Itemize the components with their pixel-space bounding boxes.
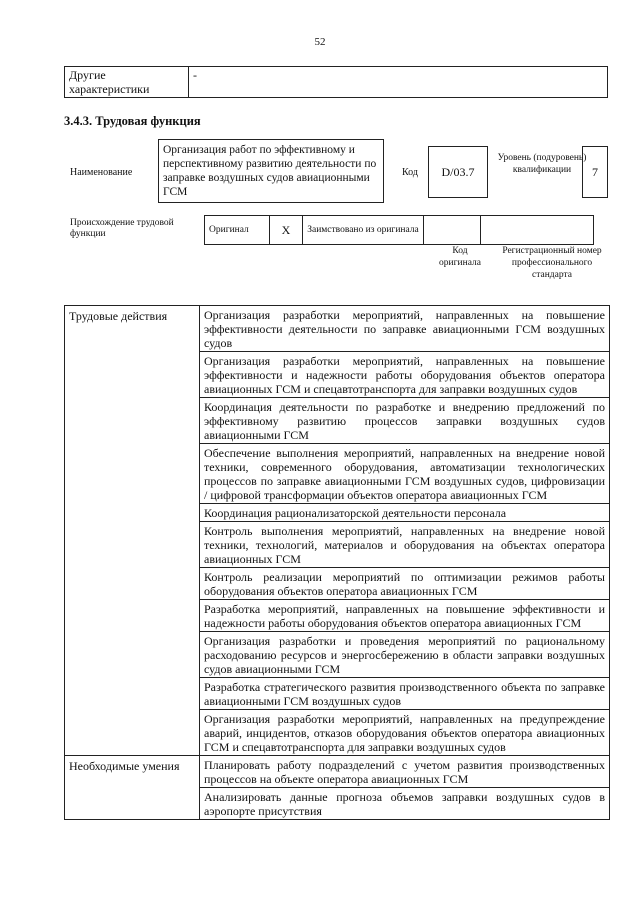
- labor-function-table: [64, 305, 610, 820]
- labor-action-item: Контроль выполнения мероприятий, направленных на внедрение новой техники, технологий, материалов и оборудования на объектах оператора авиационных ГСМ: [200, 522, 610, 568]
- code-value-box: D/03.7: [428, 146, 488, 198]
- skills-label: Необходимые умения: [65, 756, 200, 820]
- original-mark-cell: X: [270, 216, 303, 245]
- level-label: Уровень (подуровень) квалификации: [497, 153, 587, 175]
- labor-action-item: Организация разработки мероприятий, направленных на повышение эффективности деятельности по заправке авиационными ГСМ воздушных судов: [200, 306, 610, 352]
- other-characteristics-label: Другие характеристики: [65, 67, 189, 98]
- labor-actions-label: Трудовые действия: [65, 306, 200, 756]
- origin-reg-cell: [481, 216, 594, 245]
- name-label: Наименование: [70, 167, 133, 178]
- labor-action-item: Разработка мероприятий, направленных на повышение эффективности и надежности работы оборудования объектов оператора авиационных ГСМ: [200, 600, 610, 632]
- labor-action-item: Разработка стратегического развития производственного объекта по заправке авиационными ГСМ воздушных судов: [200, 678, 610, 710]
- origin-code-cell: [424, 216, 481, 245]
- borrowed-label-cell: Заимствовано из оригинала: [303, 216, 424, 245]
- page-number: 52: [314, 36, 326, 48]
- other-characteristics-value: -: [189, 67, 608, 98]
- original-label-cell: Оригинал: [205, 216, 270, 245]
- labor-action-item: Организация разработки мероприятий, направленных на предупреждение аварий, инцидентов, отказов оборудования объектов оператора авиационных ГСМ и спецавтотранспорта для заправки воздушных судов: [200, 710, 610, 756]
- reg-number-caption: Регистрационный номер профессионального стандарта: [502, 246, 602, 280]
- skill-item: Планировать работу подразделений с учетом развития производственных процессов на объекте оператора авиационных ГСМ: [200, 756, 610, 788]
- origin-label: Происхождение трудовой функции: [70, 218, 174, 239]
- labor-action-item: Организация разработки и проведения мероприятий по рациональному расходованию ресурсов и энергосбережению в области заправки воздушных судов авиационными ГСМ: [200, 632, 610, 678]
- labor-action-item: Обеспечение выполнения мероприятий, направленных на внедрение новой техники, современного оборудования, автоматизации технологических процессов по заправке авиационными ГСМ воздушных судов, цифровизации / цифровой трансформации объектов оператора авиационных ГСМ: [200, 444, 610, 504]
- level-value-box: 7: [582, 146, 608, 198]
- labor-action-item: Координация рационализаторской деятельности персонала: [200, 504, 610, 522]
- labor-action-item: Организация разработки мероприятий, направленных на повышение эффективности и надежности работы оборудования объектов оператора авиационных ГСМ и спецавтотранспорта для заправки воздушных судов: [200, 352, 610, 398]
- labor-action-item: Координация деятельности по разработке и внедрению предложений по эффективному развитию процессов заправки воздушных судов авиационными ГСМ: [200, 398, 610, 444]
- function-name-box: Организация работ по эффективному и перспективному развитию деятельности по заправке воздушных судов авиационными ГСМ: [158, 139, 384, 203]
- other-characteristics-table: [64, 66, 608, 98]
- skill-item: Анализировать данные прогноза объемов заправки воздушных судов в аэропорте присутствия: [200, 788, 610, 820]
- origin-table: [204, 215, 594, 245]
- labor-action-item: Контроль реализации мероприятий по оптимизации режимов работы оборудования объектов оператора авиационных ГСМ: [200, 568, 610, 600]
- origin-code-caption: Код оригинала: [439, 246, 481, 268]
- code-label: Код: [402, 167, 418, 178]
- section-title: 3.4.3. Трудовая функция: [64, 114, 201, 128]
